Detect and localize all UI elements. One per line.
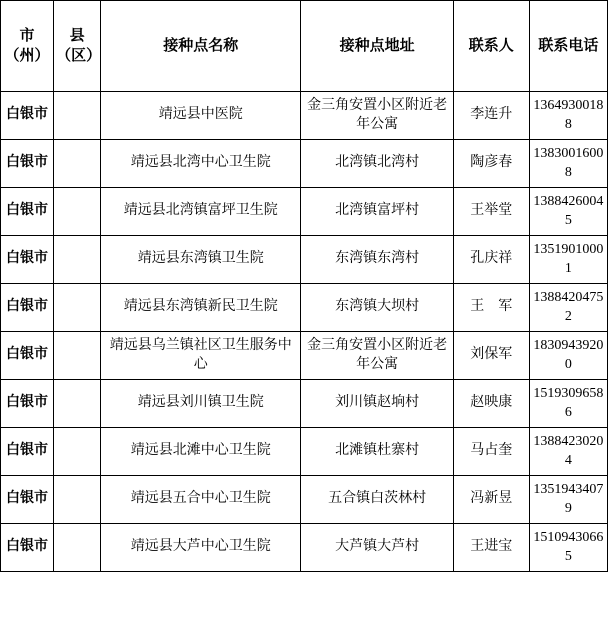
column-header-city: 市（州） — [1, 1, 54, 92]
cell-contact-phone: 15193096586 — [529, 380, 607, 428]
cell-county — [54, 140, 101, 188]
cell-site-name: 靖远县东湾镇新民卫生院 — [101, 284, 301, 332]
table-row — [1, 92, 608, 140]
cell-site-name: 靖远县五合中心卫生院 — [101, 476, 301, 524]
cell-county — [54, 236, 101, 284]
column-header-site-address: 接种点地址 — [301, 1, 453, 92]
cell-contact-phone: 13884230204 — [529, 428, 607, 476]
cell-city: 白银市 — [1, 236, 54, 284]
cell-contact-phone: 13884204752 — [529, 284, 607, 332]
cell-site-name: 靖远县北湾镇富坪卫生院 — [101, 188, 301, 236]
table-row — [1, 140, 608, 188]
cell-contact-phone: 13884260045 — [529, 188, 607, 236]
cell-contact-person: 王进宝 — [453, 524, 529, 572]
cell-contact-phone: 13519010001 — [529, 236, 607, 284]
cell-city: 白银市 — [1, 332, 54, 380]
table-row — [1, 380, 608, 428]
cell-contact-phone: 13519434079 — [529, 476, 607, 524]
cell-contact-person: 赵映康 — [453, 380, 529, 428]
cell-county — [54, 332, 101, 380]
cell-contact-person: 冯新昱 — [453, 476, 529, 524]
cell-site-address: 北滩镇杜寨村 — [301, 428, 453, 476]
column-header-contact-person: 联系人 — [453, 1, 529, 92]
cell-site-name: 靖远县北滩中心卫生院 — [101, 428, 301, 476]
cell-contact-person: 马占奎 — [453, 428, 529, 476]
cell-site-name: 靖远县大芦中心卫生院 — [101, 524, 301, 572]
table-header — [1, 1, 608, 92]
table-body — [1, 92, 608, 572]
cell-city: 白银市 — [1, 92, 54, 140]
column-header-county: 县（区） — [54, 1, 101, 92]
cell-city: 白银市 — [1, 380, 54, 428]
column-header-contact-phone: 联系电话 — [529, 1, 607, 92]
table-row — [1, 332, 608, 380]
cell-county — [54, 428, 101, 476]
cell-site-name: 靖远县东湾镇卫生院 — [101, 236, 301, 284]
cell-contact-person: 李连升 — [453, 92, 529, 140]
cell-contact-phone: 13649300188 — [529, 92, 607, 140]
table-row — [1, 476, 608, 524]
cell-county — [54, 476, 101, 524]
cell-city: 白银市 — [1, 140, 54, 188]
cell-city: 白银市 — [1, 284, 54, 332]
cell-site-address: 刘川镇赵垧村 — [301, 380, 453, 428]
cell-site-address: 东湾镇大坝村 — [301, 284, 453, 332]
cell-site-name: 靖远县刘川镇卫生院 — [101, 380, 301, 428]
table-row — [1, 428, 608, 476]
cell-contact-phone: 18309439200 — [529, 332, 607, 380]
table-header-row — [1, 1, 608, 92]
cell-contact-person: 刘保军 — [453, 332, 529, 380]
cell-site-name: 靖远县乌兰镇社区卫生服务中心 — [101, 332, 301, 380]
cell-site-address: 大芦镇大芦村 — [301, 524, 453, 572]
cell-city: 白银市 — [1, 476, 54, 524]
cell-contact-person: 王举堂 — [453, 188, 529, 236]
cell-contact-phone: 13830016008 — [529, 140, 607, 188]
cell-city: 白银市 — [1, 524, 54, 572]
cell-county — [54, 92, 101, 140]
column-header-site-name: 接种点名称 — [101, 1, 301, 92]
cell-site-address: 五合镇白茨林村 — [301, 476, 453, 524]
cell-site-address: 金三角安置小区附近老年公寓 — [301, 332, 453, 380]
cell-site-name: 靖远县中医院 — [101, 92, 301, 140]
cell-county — [54, 380, 101, 428]
cell-site-name: 靖远县北湾中心卫生院 — [101, 140, 301, 188]
cell-site-address: 东湾镇东湾村 — [301, 236, 453, 284]
table-row — [1, 524, 608, 572]
table-row — [1, 284, 608, 332]
table-row — [1, 236, 608, 284]
cell-site-address: 金三角安置小区附近老年公寓 — [301, 92, 453, 140]
cell-site-address: 北湾镇富坪村 — [301, 188, 453, 236]
cell-county — [54, 188, 101, 236]
cell-city: 白银市 — [1, 188, 54, 236]
cell-county — [54, 284, 101, 332]
table-row — [1, 188, 608, 236]
cell-contact-person: 王 军 — [453, 284, 529, 332]
cell-site-address: 北湾镇北湾村 — [301, 140, 453, 188]
cell-contact-person: 陶彦春 — [453, 140, 529, 188]
cell-contact-person: 孔庆祥 — [453, 236, 529, 284]
cell-county — [54, 524, 101, 572]
cell-city: 白银市 — [1, 428, 54, 476]
cell-contact-phone: 15109430665 — [529, 524, 607, 572]
